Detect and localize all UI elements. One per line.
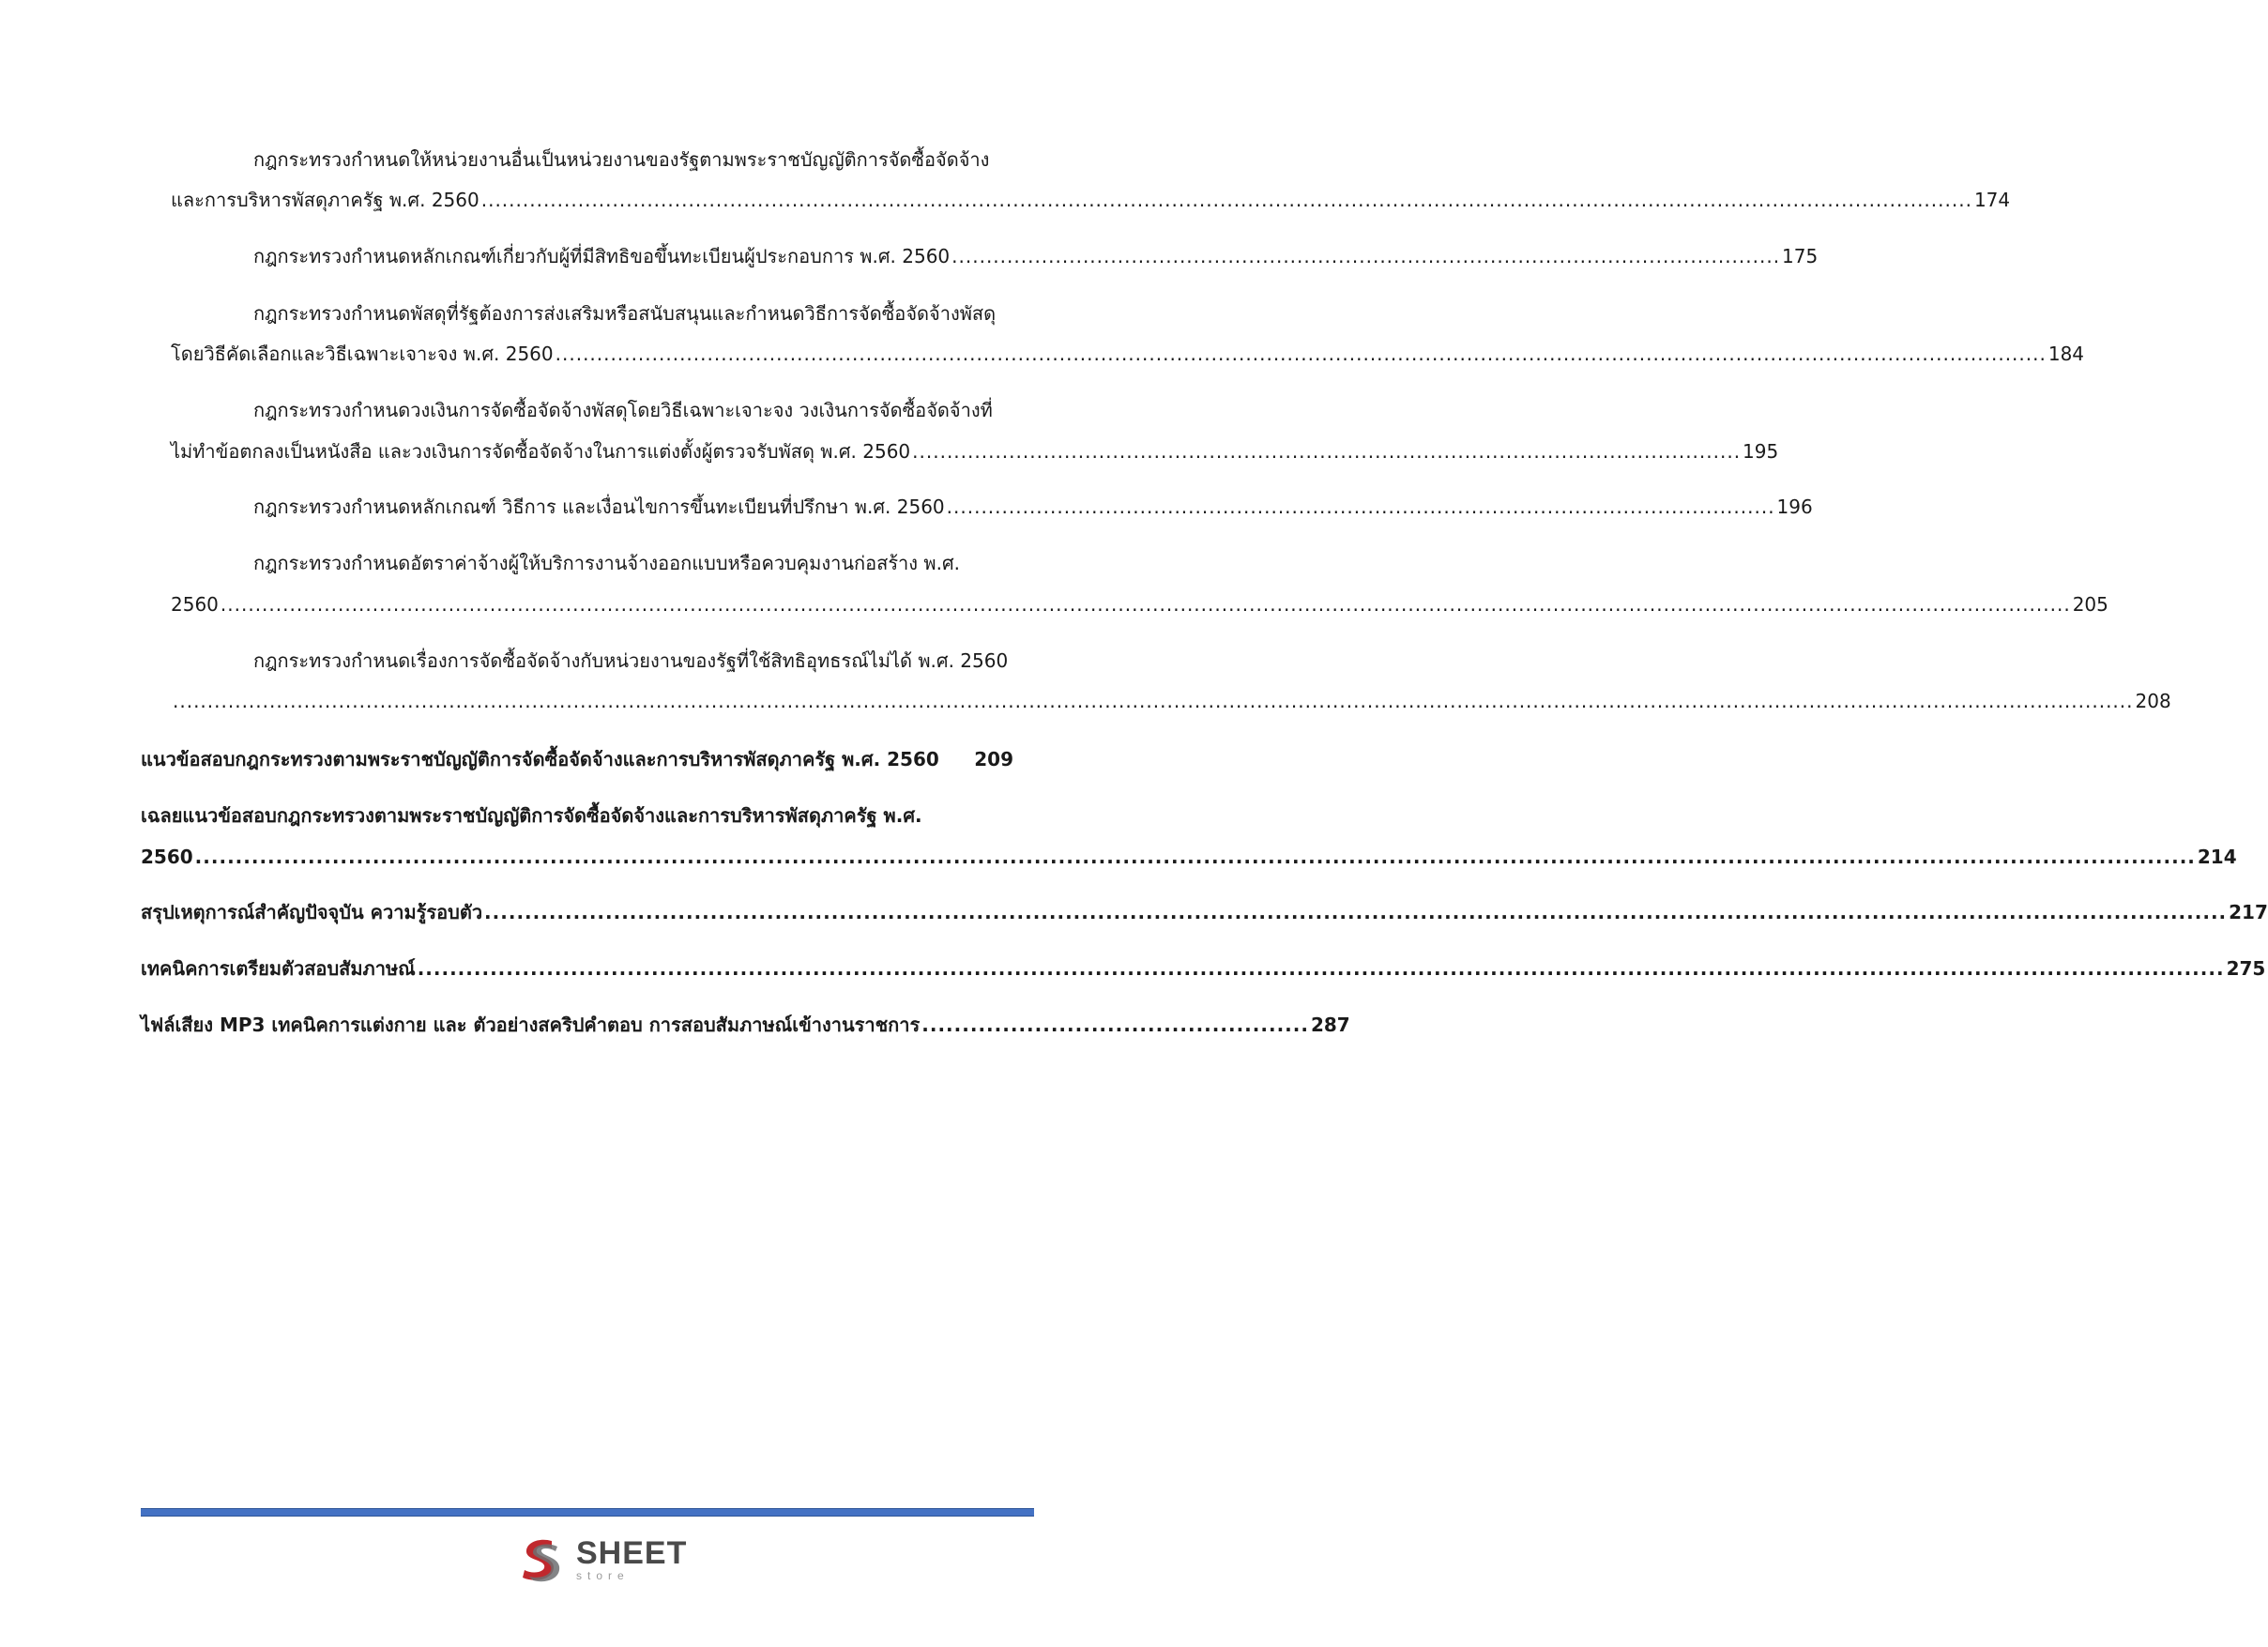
sheet-store-logo bbox=[514, 1532, 688, 1586]
leader-dots: ........................................................................................................................................................................................................................ bbox=[480, 189, 1972, 211]
toc-page-number: 195 bbox=[1743, 440, 1779, 463]
toc-page-number: 287 bbox=[1310, 1014, 1350, 1036]
toc-line bbox=[253, 550, 1013, 576]
toc-line[interactable] bbox=[171, 341, 2085, 367]
toc-line[interactable] bbox=[171, 591, 2108, 618]
toc-entry-text: เฉลยแนวข้อสอบกฎกระทรวงตามพระราชบัญญัติการจัดซื้อจัดจ้างและการบริหารพัสดุภาครัฐ พ.ศ. bbox=[141, 804, 922, 827]
toc-page-number: 175 bbox=[1782, 245, 1819, 267]
toc-page-number: 205 bbox=[2072, 593, 2108, 616]
toc-entry-text: 2560 bbox=[171, 593, 219, 616]
toc-entry-text: กฎกระทรวงกำหนดอัตราค่าจ้างผู้ให้บริการงานจ้างออกแบบหรือควบคุมงานก่อสร้าง พ.ศ. bbox=[253, 552, 961, 574]
toc-page-number: 214 bbox=[2197, 846, 2237, 868]
leader-dots: ............................................................................................................................................................................................................................................................................................ bbox=[173, 690, 2134, 712]
toc-entry-text: และการบริหารพัสดุภาครัฐ พ.ศ. 2560 bbox=[171, 189, 479, 211]
toc-line[interactable] bbox=[141, 899, 2268, 925]
toc-line[interactable] bbox=[141, 844, 2237, 870]
leader-dots: ........................................................................................................................................................................................................................................................ bbox=[194, 846, 2196, 868]
toc-line[interactable] bbox=[171, 688, 2171, 714]
logo-subtitle: store bbox=[576, 1568, 630, 1582]
toc-page-number: 217 bbox=[2229, 901, 2268, 923]
toc-entry-text: กฎกระทรวงกำหนดเรื่องการจัดซื้อจัดจ้างกับหน่วยงานของรัฐที่ใช้สิทธิอุทธรณ์ไม่ได้ พ.ศ. 2560 bbox=[253, 649, 1009, 672]
toc-entry-text: กฎกระทรวงกำหนดหลักเกณฑ์เกี่ยวกับผู้ที่มีสิทธิขอขึ้นทะเบียนผู้ประกอบการ พ.ศ. 2560 bbox=[253, 245, 951, 267]
leader-dots: ................................................ bbox=[921, 1014, 1309, 1036]
toc-line[interactable] bbox=[141, 1012, 1350, 1038]
leader-dots: ........................................................................................................................ bbox=[951, 245, 1781, 267]
footer-rule bbox=[141, 1508, 1034, 1517]
toc-entry-text: 2560 bbox=[141, 846, 193, 868]
toc-page-number: 209 bbox=[974, 748, 1013, 770]
toc-line bbox=[253, 300, 1013, 327]
leader-dots: ............................................................................................................................................................................................................................................................................ bbox=[220, 593, 2071, 616]
leader-dots: ........................................................................................................................ bbox=[946, 496, 1775, 518]
sheet-store-logo-icon bbox=[514, 1532, 569, 1586]
logo-word: SHEET bbox=[576, 1534, 688, 1571]
toc-entry-text: กฎกระทรวงกำหนดวงเงินการจัดซื้อจัดจ้างพัสดุโดยวิธีเฉพาะเจาะจง วงเงินการจัดซื้อจัดจ้างที่ bbox=[253, 399, 993, 421]
toc-entry-text: กฎกระทรวงกำหนดพัสดุที่รัฐต้องการส่งเสริมหรือสนับสนุนและกำหนดวิธีการจัดซื้อจัดจ้างพัสดุ bbox=[253, 302, 997, 325]
leader-dots: ................................................................................................................................................................................................................................ bbox=[417, 957, 2225, 980]
toc-entry-text: แนวข้อสอบกฎกระทรวงตามพระราชบัญญัติการจัดซื้อจัดจ้างและการบริหารพัสดุภาครัฐ พ.ศ. 2560 bbox=[141, 748, 939, 770]
leader-dots: ........................................................................................................................ bbox=[912, 440, 1742, 463]
leader-dots: ........................................................................................................................................................................................................................ bbox=[555, 343, 2047, 365]
toc-line bbox=[253, 397, 1013, 423]
toc-line[interactable] bbox=[171, 187, 2011, 213]
toc-page-number: 208 bbox=[2135, 690, 2171, 712]
toc-line[interactable] bbox=[171, 438, 1779, 465]
toc-entry-text: ไม่ทำข้อตกลงเป็นหนังสือ และวงเงินการจัดซื้อจัดจ้างในการแต่งตั้งผู้ตรวจรับพัสดุ พ.ศ. 2560 bbox=[171, 440, 911, 463]
toc-line bbox=[253, 146, 1013, 173]
toc-entry-text: กฎกระทรวงกำหนดหลักเกณฑ์ วิธีการ และเงื่อนไขการขึ้นทะเบียนที่ปรึกษา พ.ศ. 2560 bbox=[253, 496, 945, 518]
toc-entry-text: ไฟล์เสียง MP3 เทคนิคการแต่งกาย และ ตัวอย่างสคริปคำตอบ การสอบสัมภาษณ์เข้างานราชการ bbox=[141, 1014, 921, 1036]
toc-page-number: 275 bbox=[2226, 957, 2266, 980]
toc-line[interactable] bbox=[253, 494, 1813, 520]
toc-page-number: 196 bbox=[1776, 496, 1813, 518]
leader-dots: ........................................................................................................................................................................................................................ bbox=[484, 901, 2228, 923]
toc-entry-text: โดยวิธีคัดเลือกและวิธีเฉพาะเจาะจง พ.ศ. 2560 bbox=[171, 343, 554, 365]
toc-entry-text: เทคนิคการเตรียมตัวสอบสัมภาษณ์ bbox=[141, 957, 416, 980]
toc-line bbox=[253, 648, 1013, 674]
toc-line[interactable] bbox=[253, 243, 1819, 269]
toc-entry-text: กฎกระทรวงกำหนดให้หน่วยงานอื่นเป็นหน่วยงานของรัฐตามพระราชบัญญัติการจัดซื้อจัดจ้าง bbox=[253, 148, 990, 171]
toc-line[interactable] bbox=[141, 746, 1013, 772]
toc-line[interactable] bbox=[141, 955, 2266, 982]
toc-line bbox=[141, 802, 1013, 829]
logo-text bbox=[576, 1534, 688, 1582]
toc-page-number: 174 bbox=[1973, 189, 2011, 211]
toc-page-number: 184 bbox=[2047, 343, 2085, 365]
toc-entry-text: สรุปเหตุการณ์สำคัญปัจจุบัน ความรู้รอบตัว bbox=[141, 901, 483, 923]
